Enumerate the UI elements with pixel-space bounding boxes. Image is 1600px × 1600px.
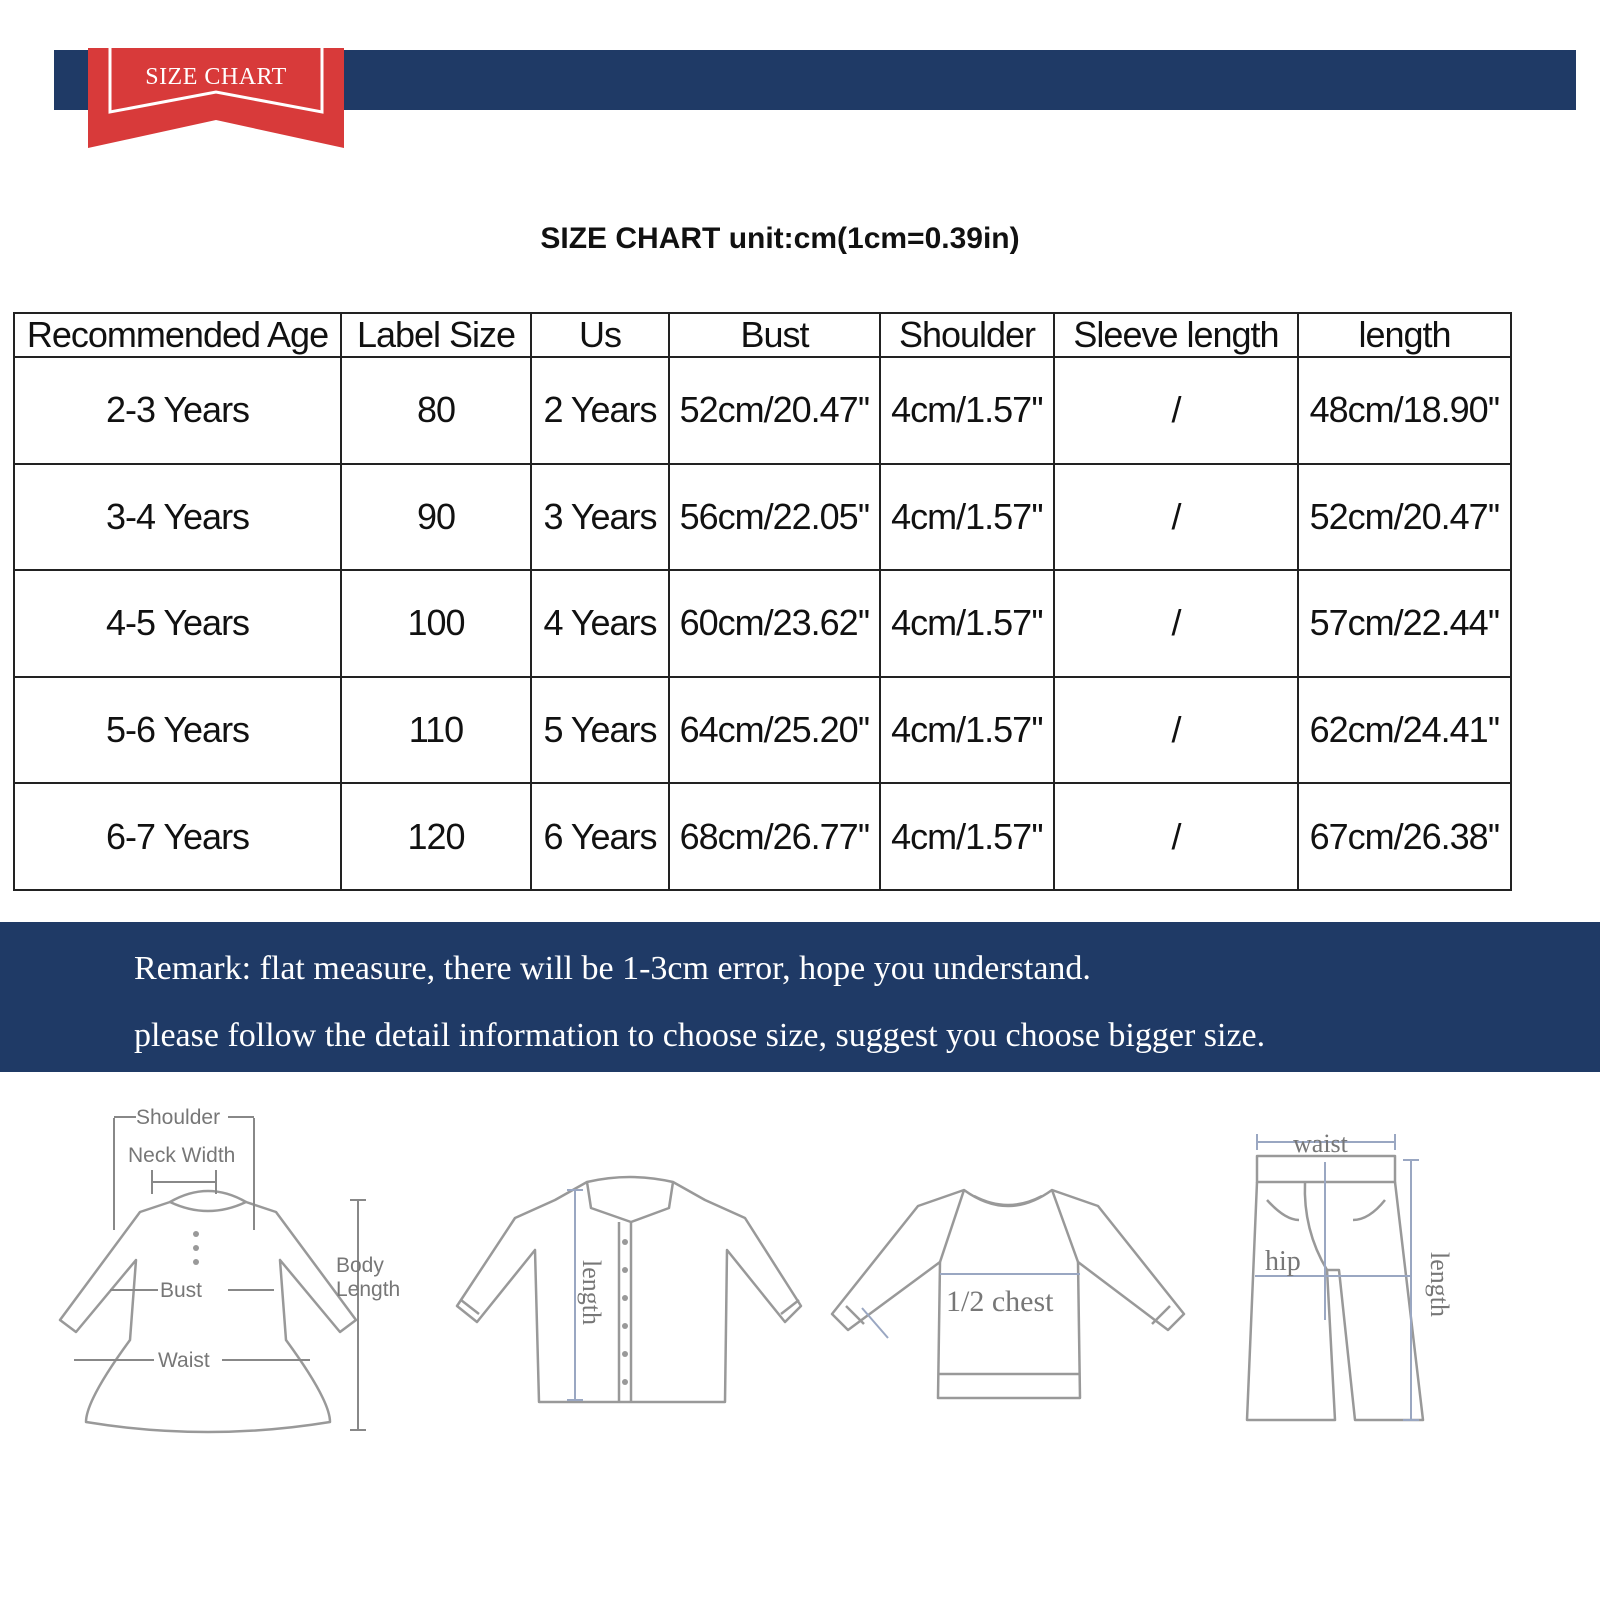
header-bust: Bust [669,313,880,357]
shirt-diagram [455,1170,805,1410]
cell-label-size: 120 [341,783,531,890]
cell-bust: 68cm/26.77'' [669,783,880,890]
dress-bust-label: Bust [160,1279,203,1302]
cell-label-size: 110 [341,677,531,784]
remark-band [0,922,1600,1072]
remark-line-2: please follow the detail information to choose size, suggest you choose bigger size. [134,1017,1266,1054]
table-header-row [14,313,1511,357]
header-shoulder: Shoulder [880,313,1054,357]
sweater-chest-label: 1/2 chest [946,1285,1054,1318]
dress-body-label: Body [336,1254,384,1277]
cell-label-size: 100 [341,570,531,677]
pants-hip-label: hip [1265,1246,1301,1277]
cell-length: 62cm/24.41'' [1298,677,1511,784]
cell-us: 3 Years [531,464,669,571]
pants-diagram [1245,1120,1495,1430]
dress-length-label: Length [336,1278,401,1301]
dress-icon [18,1100,418,1450]
table-row [14,357,1511,464]
cell-bust: 64cm/25.20'' [669,677,880,784]
ribbon-label: SIZE CHART [145,64,287,90]
table-row [14,570,1511,677]
dress-waist-label: Waist [158,1349,210,1372]
cell-shoulder: 4cm/1.57'' [880,677,1054,784]
cell-length: 52cm/20.47'' [1298,464,1511,571]
pants-waist-label: waist [1293,1129,1348,1158]
cell-age: 6-7 Years [14,783,341,890]
header-recommended-age: Recommended Age [14,313,341,357]
size-table [13,312,1512,891]
cell-sleeve-length: / [1054,677,1298,784]
cell-age: 5-6 Years [14,677,341,784]
cell-bust: 52cm/20.47'' [669,357,880,464]
table-row [14,783,1511,890]
chart-title: SIZE CHART unit:cm(1cm=0.39in) [540,222,1020,255]
cell-length: 57cm/22.44'' [1298,570,1511,677]
size-chart-ribbon [88,48,344,150]
header-us: Us [531,313,669,357]
cell-age: 2-3 Years [14,357,341,464]
dress-shoulder-label: Shoulder [136,1106,221,1129]
shirt-icon [455,1170,805,1410]
sweater-icon [828,1178,1188,1418]
table-row [14,464,1511,571]
cell-shoulder: 4cm/1.57'' [880,357,1054,464]
remark-line-1: Remark: flat measure, there will be 1-3cm error, hope you understand. [134,950,1091,987]
header-label-size: Label Size [341,313,531,357]
pants-icon [1245,1120,1495,1430]
cell-shoulder: 4cm/1.57'' [880,570,1054,677]
cell-us: 6 Years [531,783,669,890]
cell-age: 4-5 Years [14,570,341,677]
header-length: length [1298,313,1511,357]
shirt-length-label: length [577,1260,606,1325]
cell-bust: 56cm/22.05'' [669,464,880,571]
table-row [14,677,1511,784]
cell-sleeve-length: / [1054,783,1298,890]
cell-label-size: 90 [341,464,531,571]
cell-us: 2 Years [531,357,669,464]
cell-sleeve-length: / [1054,357,1298,464]
cell-us: 4 Years [531,570,669,677]
cell-shoulder: 4cm/1.57'' [880,464,1054,571]
cell-us: 5 Years [531,677,669,784]
cell-shoulder: 4cm/1.57'' [880,783,1054,890]
header-sleeve-length: Sleeve length [1054,313,1298,357]
cell-length: 67cm/26.38'' [1298,783,1511,890]
cell-sleeve-length: / [1054,464,1298,571]
cell-bust: 60cm/23.62'' [669,570,880,677]
cell-sleeve-length: / [1054,570,1298,677]
cell-label-size: 80 [341,357,531,464]
sweater-diagram [828,1178,1188,1418]
dress-neck-width-label: Neck Width [128,1144,236,1167]
dress-diagram [18,1100,418,1450]
pants-length-label: length [1425,1252,1454,1317]
cell-age: 3-4 Years [14,464,341,571]
cell-length: 48cm/18.90'' [1298,357,1511,464]
